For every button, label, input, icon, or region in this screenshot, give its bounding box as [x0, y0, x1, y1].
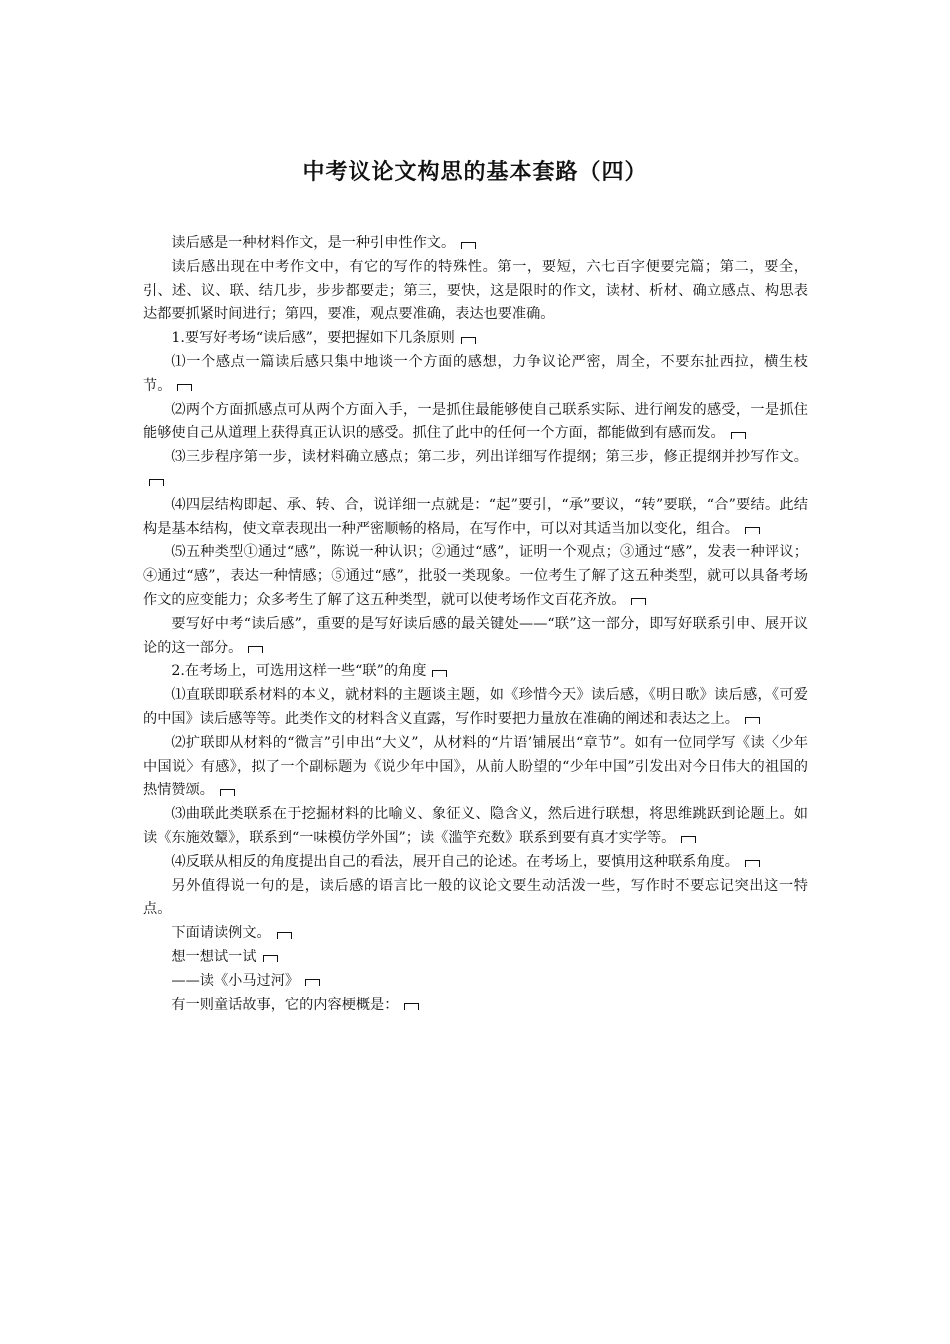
paragraph [143, 875, 808, 923]
paragraph [143, 256, 808, 327]
paragraph-text: 想一想试一试 [171, 948, 257, 965]
paragraph-text: ⑶三步程序第一步，读材料确立感点；第二步，列出详细写作提纲；第三步，修正提纲并抄写作文。 [171, 449, 808, 466]
paragraph-text: ⑷四层结构即起、承、转、合，说详细一点就是：“起”要引，“承”要议，“转”要联，“合”要结。此结构是基本结构，使文章表现出一种严密顺畅的格局，在写作中，可以对其适当加以变化，组合。 [143, 496, 808, 537]
paragraph [143, 446, 808, 494]
paragraph [143, 327, 808, 351]
paragraph [143, 541, 808, 612]
paragraph [143, 803, 808, 851]
paragraph [143, 613, 808, 661]
paragraph-mark-icon [149, 479, 164, 486]
paragraph [143, 970, 808, 994]
paragraph-mark-icon [731, 432, 746, 439]
paragraph-mark-icon [305, 979, 320, 986]
paragraph [143, 946, 808, 970]
paragraph-text: ⑵两个方面抓感点可从两个方面入手，一是抓住最能够使自己联系实际、进行阐发的感受，一是抓住能够使自己从道理上获得真正认识的感受。抓住了此中的任何一个方面，都能做到有感而发。 [143, 401, 808, 442]
paragraph [143, 232, 808, 256]
paragraph-mark-icon [277, 932, 292, 939]
document-body [143, 232, 808, 1017]
paragraph-text: ⑴一个感点一篇读后感只集中地谈一个方面的感想，力争议论严密，周全，不要东扯西拉，横生枝节。 [143, 353, 808, 394]
paragraph-text: ⑶曲联此类联系在于挖掘材料的比喻义、象征义、隐含义，然后进行联想，将思维跳跃到论题上。如读《东施效颦》，联系到“一味模仿学外国”；读《滥竽充数》联系到要有真才实学等。 [143, 806, 808, 846]
paragraph [143, 684, 808, 732]
paragraph [143, 494, 808, 542]
paragraph-mark-icon [681, 836, 696, 843]
paragraph-mark-icon [404, 1003, 419, 1010]
paragraph-text: ⑷反联从相反的角度提出自己的看法，展开自己的论述。在考场上，要慎用这种联系角度。 [171, 853, 739, 870]
paragraph [143, 351, 808, 399]
paragraph-text: ⑸五种类型①通过“感”，陈说一种认识；②通过“感”，证明一个观点；③通过“感”，发表一种评议；④通过“感”，表达一种情感；⑤通过“感”，批驳一类现象。一位考生了解了这五种类型，就可以具备考场作文的应变能力；众多考生了解了这五种类型，就可以使考场作文百花齐放。 [143, 544, 808, 608]
paragraph [143, 399, 808, 447]
paragraph-text: 另外值得说一句的是，读后感的语言比一般的议论文要生动活泼一些，写作时不要忘记突出这一特点。 [143, 877, 808, 918]
paragraph-mark-icon [461, 242, 476, 249]
paragraph [143, 732, 808, 803]
paragraph-mark-icon [631, 598, 646, 605]
paragraph-text: 读后感出现在中考作文中，有它的写作的特殊性。第一，要短，六七百字便要完篇；第二，要全，引、述、议、联、结几步，步步都要走；第三，要快，这是限时的作文，读材、析材、确立感点、构思表达都要抓紧时间进行；第四，要准，观点要准确，表达也要准确。 [143, 258, 808, 323]
paragraph-mark-icon [745, 527, 760, 534]
paragraph-mark-icon [220, 789, 235, 796]
paragraph-mark-icon [177, 384, 192, 391]
paragraph-text: ——读《小马过河》 [171, 972, 300, 989]
paragraph-mark-icon [263, 955, 278, 962]
paragraph-text: 要写好中考“读后感”，重要的是写好读后感的最关键处——“联”这一部分，即写好联系引申、展开议论的这一部分。 [143, 615, 808, 656]
paragraph-text: ⑴直联即联系材料的本义，就材料的主题谈主题，如《珍惜今天》读后感，《明日歌》读后感，《可爱的中国》读后感等等。此类作文的材料含义直露，写作时要把力量放在准确的阐述和表达之上。 [143, 687, 808, 727]
paragraph [143, 660, 808, 684]
paragraph-text: 1.要写好考场“读后感”，要把握如下几条原则 [171, 330, 455, 347]
paragraph-mark-icon [745, 860, 760, 867]
paragraph [143, 922, 808, 946]
paragraph [143, 994, 808, 1018]
paragraph-mark-icon [248, 646, 263, 653]
document-title: 中考议论文构思的基本套路（四） [302, 160, 648, 185]
paragraph-mark-icon [745, 717, 760, 724]
paragraph-text: 读后感是一种材料作文，是一种引申性作文。 [171, 235, 456, 251]
paragraph [143, 851, 808, 875]
paragraph-text: ⑵扩联即从材料的“微言”引申出“大义”，从材料的“片语’铺展出“章节”。如有一位同学写《读〈少年中国说〉有感》，拟了一个副标题为《说少年中国》，从前人盼望的“少年中国”引发出对今日伟大的祖国的热情赞颂。 [143, 734, 808, 799]
paragraph-text: 有一则童话故事，它的内容梗概是： [171, 996, 399, 1013]
paragraph-text: 2.在考场上，可选用这样一些“联”的角度 [171, 663, 427, 680]
paragraph-mark-icon [461, 337, 476, 344]
paragraph-text: 下面请读例文。 [171, 925, 271, 942]
paragraph-mark-icon [432, 670, 447, 677]
